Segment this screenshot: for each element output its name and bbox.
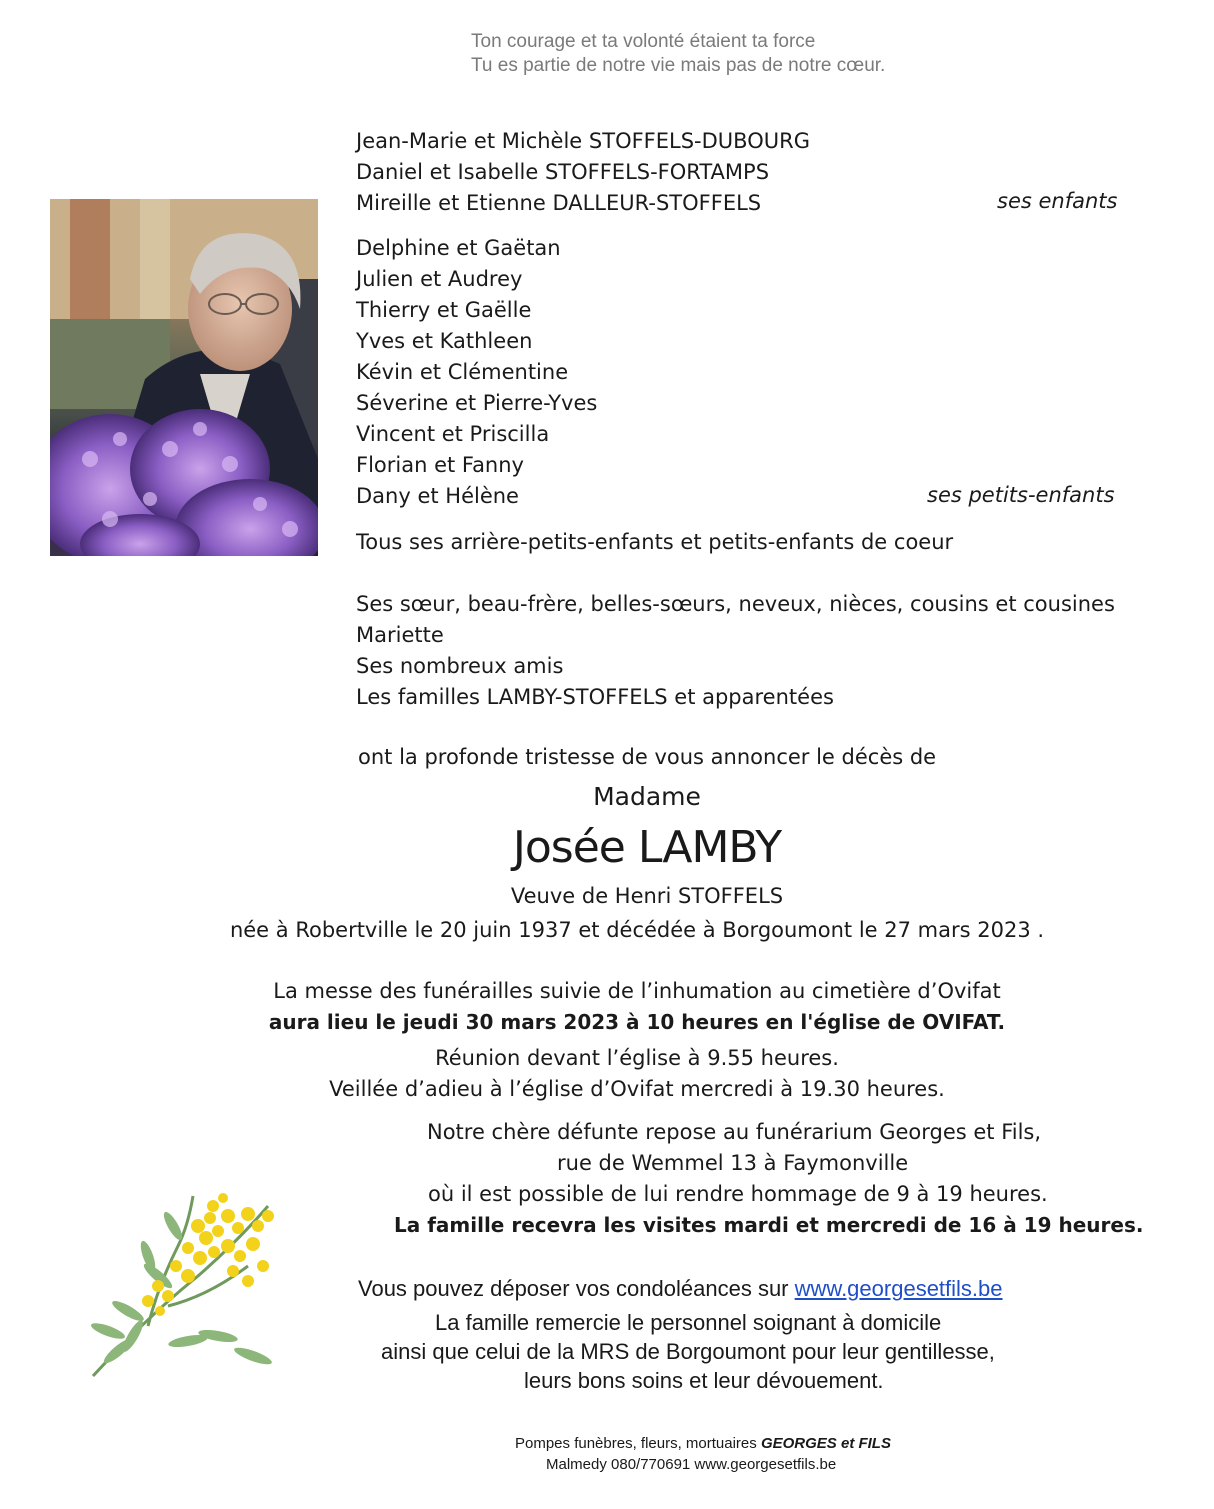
- grandchild-name: Dany et Hélène: [356, 484, 519, 508]
- grandchild-name: Florian et Fanny: [356, 453, 524, 477]
- children-role: ses enfants: [997, 189, 1118, 213]
- great-grandchildren-line: Tous ses arrière-petits-enfants et petits-enfants de coeur: [356, 530, 954, 554]
- funerarium-address: rue de Wemmel 13 à Faymonville: [557, 1151, 909, 1175]
- mimosa-illustration: [88, 1186, 288, 1382]
- grandchild-name: Julien et Audrey: [356, 267, 523, 291]
- funeral-vigil-line: Veillée d’adieu à l’église d’Ovifat mercredi à 19.30 heures.: [329, 1077, 945, 1101]
- funerarium-line: Notre chère défunte repose au funérarium Georges et Fils,: [427, 1120, 1042, 1144]
- footer-line-2: Malmedy 080/770691 www.georgesetfils.be: [546, 1456, 837, 1473]
- child-name: Daniel et Isabelle STOFFELS-FORTAMPS: [356, 160, 770, 184]
- grandchild-name: Séverine et Pierre-Yves: [356, 391, 598, 415]
- footer-brand: GEORGES et FILS: [760, 1435, 891, 1452]
- widow-line: Veuve de Henri STOFFELS: [510, 884, 784, 908]
- grandchild-name: Vincent et Priscilla: [356, 422, 550, 446]
- condolences-line: [358, 1276, 1003, 1302]
- condolences-link[interactable]: www.georgesetfils.be: [794, 1276, 1003, 1301]
- thanks-line: ainsi que celui de la MRS de Borgoumont pour leur gentillesse,: [381, 1339, 995, 1364]
- thanks-line: leurs bons soins et leur dévouement.: [524, 1368, 884, 1393]
- grandchild-name: Yves et Kathleen: [356, 329, 533, 353]
- portrait-illustration: [50, 199, 318, 556]
- deceased-name: Josée LAMBY: [512, 822, 782, 873]
- quote-line-1: Ton courage et ta volonté étaient ta force: [471, 31, 816, 52]
- grandchild-name: Thierry et Gaëlle: [356, 298, 532, 322]
- announcement-title: Madame: [593, 782, 701, 811]
- relatives-line: Ses nombreux amis: [356, 654, 564, 678]
- grandchildren-role: ses petits-enfants: [927, 483, 1115, 507]
- relatives-line: Mariette: [356, 623, 444, 647]
- announcement-intro: ont la profonde tristesse de vous annoncer le décès de: [358, 745, 937, 769]
- portrait-photo: [50, 199, 318, 556]
- birth-death-dates: née à Robertville le 20 juin 1937 et décédée à Borgoumont le 27 mars 2023 .: [229, 918, 1045, 942]
- funerarium-hours: où il est possible de lui rendre hommage de 9 à 19 heures.: [428, 1182, 1048, 1206]
- grandchild-name: Delphine et Gaëtan: [356, 236, 561, 260]
- child-name: Jean-Marie et Michèle STOFFELS-DUBOURG: [356, 129, 810, 153]
- funeral-meeting-line: Réunion devant l’église à 9.55 heures.: [435, 1046, 839, 1070]
- relatives-line: Les familles LAMBY-STOFFELS et apparentées: [356, 685, 834, 709]
- child-name: Mireille et Etienne DALLEUR-STOFFELS: [356, 191, 762, 215]
- condolences-text: Vous pouvez déposer vos condoléances sur: [358, 1276, 795, 1301]
- funeral-line: La messe des funérailles suivie de l’inhumation au cimetière d’Ovifat: [273, 979, 1001, 1003]
- footer-line-1: [515, 1433, 891, 1454]
- funeral-date-line: aura lieu le jeudi 30 mars 2023 à 10 heures en l'église de OVIFAT.: [268, 1010, 1006, 1034]
- visit-hours: La famille recevra les visites mardi et mercredi de 16 à 19 heures.: [394, 1213, 1144, 1237]
- relatives-line: Ses sœur, beau-frère, belles-sœurs, neveux, nièces, cousins et cousines: [356, 592, 1115, 616]
- footer-prefix: Pompes funèbres, fleurs, mortuaires: [515, 1435, 761, 1452]
- quote-line-2: Tu es partie de notre vie mais pas de notre cœur.: [471, 55, 886, 76]
- thanks-line: La famille remercie le personnel soignant à domicile: [435, 1310, 942, 1335]
- grandchild-name: Kévin et Clémentine: [356, 360, 569, 384]
